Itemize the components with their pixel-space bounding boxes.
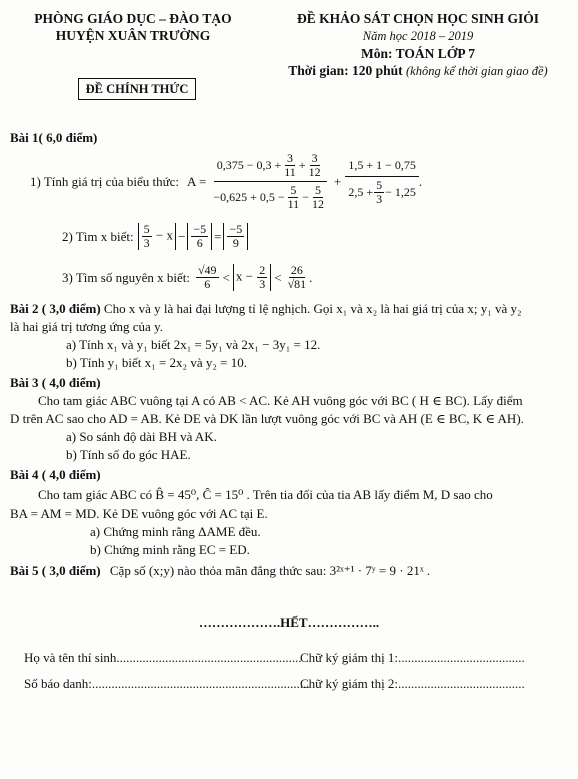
bai5-text: Cặp số (x;y) nào thỏa mãn đẳng thức sau: 3²ˣ⁺¹ · 7ʸ = 9 · 21ˣ .	[109, 563, 431, 578]
q1-label: 1) Tính giá trị của biểu thức:	[30, 173, 180, 189]
q2-equals: =	[214, 228, 222, 244]
bai2-intro	[10, 300, 570, 317]
bai4-intro-2: BA = AM = MD. Kẻ DE vuông góc với AC tại E.	[10, 506, 268, 521]
q1-num2: 1,5 + 1 − 0,75	[348, 157, 416, 172]
q2-minus: −	[177, 228, 186, 244]
bai5	[10, 562, 430, 579]
frac-den: √81	[287, 276, 307, 291]
frac-num: 26	[290, 262, 303, 277]
frac-den: 3	[376, 191, 383, 206]
q2-abs-2	[187, 223, 212, 250]
bai4-intro: Cho tam giác ABC có B̂ = 45⁰, Ĉ = 15⁰ . Trên tia đối của tia AB lấy điểm M, D sao cho	[38, 487, 493, 502]
frac-den: 6	[196, 235, 203, 250]
q1-lhs: A =	[187, 173, 207, 189]
time-limit: Thời gian: 120 phút	[288, 63, 403, 78]
q3-label: 3) Tìm số nguyên x biết:	[62, 269, 190, 285]
bai1-heading: Bài 1( 6,0 điểm)	[10, 130, 98, 145]
frac-num: 5	[376, 177, 383, 192]
frac-den: 3	[143, 235, 150, 250]
q3-lt-1: <	[222, 269, 230, 285]
bai2-intro-text: Cho x và y là hai đại lượng tỉ lệ nghịch. Gọi x₁ và x₂ là hai giá trị của x; y₁ và y₂	[103, 301, 522, 316]
subject: Môn: TOÁN LỚP 7	[361, 46, 475, 61]
bai2-heading: Bài 2	[10, 301, 39, 316]
q1-num-b: +	[298, 157, 306, 172]
district-name: HUYỆN XUÂN TRƯỜNG	[55, 28, 211, 43]
frac-den: 11	[284, 164, 296, 179]
frac-num: 5	[143, 221, 150, 236]
q1-plus: +	[333, 173, 342, 189]
supervisor-2-signature-line: Chữ ký giám thị 2:.......................................	[300, 676, 525, 691]
frac-den: 6	[204, 276, 211, 291]
frac-den: 3	[259, 276, 266, 291]
bai2-points: ( 3,0 điểm)	[41, 301, 101, 316]
bai3-part-a: a) So sánh độ dài BH và AK.	[66, 429, 217, 444]
school-year: Năm học 2018 – 2019	[362, 29, 474, 43]
q1-den-a: −0,625 + 0,5 −	[213, 189, 285, 204]
bai4-part-b: b) Chứng minh rằng EC = ED.	[90, 542, 250, 557]
frac-num: √49	[197, 262, 217, 277]
q3-abs-a: x −	[235, 267, 253, 283]
bai1-q1	[30, 150, 570, 212]
q1-den2-b: − 1,25	[385, 184, 416, 199]
q1-end: .	[418, 173, 423, 189]
exam-title: ĐỀ KHẢO SÁT CHỌN HỌC SINH GIỎI	[296, 11, 540, 26]
end-mark: ……………….HẾT……………..	[198, 615, 380, 630]
frac-num: 5	[314, 182, 321, 197]
q2-abs-rest: − x	[155, 226, 173, 242]
bai3-intro: Cho tam giác ABC vuông tại A có AB < AC. Kẻ AH vuông góc với BC ( H ∈ BC). Lấy điểm	[38, 393, 523, 408]
q1-num-a: 0,375 − 0,3 +	[216, 157, 282, 172]
q1-fraction-2	[345, 157, 419, 206]
q2-abs-3	[223, 223, 248, 250]
bai5-heading: Bài 5 ( 3,0 điểm)	[10, 563, 101, 578]
bai4-heading: Bài 4 ( 4,0 điểm)	[10, 467, 101, 482]
q3-lt-2: <	[274, 269, 282, 285]
q2-abs-1	[138, 223, 176, 250]
q1-den-b: −	[302, 189, 309, 204]
frac-num: −5	[193, 221, 207, 236]
frac-num: 3	[287, 150, 294, 165]
bai3-heading: Bài 3 ( 4,0 điểm)	[10, 375, 101, 390]
bai1-q3	[62, 258, 312, 296]
q1-den2-a: 2,5 +	[348, 184, 374, 199]
exam-header	[268, 10, 568, 80]
q3-end: .	[309, 269, 313, 285]
department-header	[18, 10, 248, 44]
supervisor-1-signature-line: Chữ ký giám thị 1:.......................................	[300, 650, 525, 665]
bai2-part-b: b) Tính y₁ biết x₁ = 2x₂ và y₂ = 10.	[66, 355, 247, 370]
frac-den: 11	[287, 196, 300, 211]
candidate-name-line: Họ và tên thí sinh.........................................................	[24, 650, 302, 665]
frac-num: 3	[311, 150, 318, 165]
frac-den: 12	[311, 196, 324, 211]
frac-den: 12	[308, 164, 321, 179]
department-name: PHÒNG GIÁO DỤC – ĐÀO TẠO	[34, 11, 232, 26]
frac-num: −5	[229, 221, 243, 236]
candidate-number-line: Số báo danh:...................................................................	[24, 676, 310, 691]
official-exam-stamp: ĐỀ CHÍNH THỨC	[78, 78, 196, 100]
bai2-intro-2: là hai giá trị tương ứng của y.	[10, 319, 163, 334]
bai1-q2	[62, 216, 248, 256]
bai4-part-a: a) Chứng minh rằng ΔAME đều.	[90, 524, 261, 539]
frac-num: 5	[290, 182, 297, 197]
bai3-part-b: b) Tính số đo góc HAE.	[66, 447, 191, 462]
q1-fraction-1	[210, 152, 330, 211]
q2-label: 2) Tìm x biết:	[62, 228, 134, 244]
frac-den: 9	[232, 235, 239, 250]
time-note: (không kể thời gian giao đề)	[406, 64, 548, 78]
bai2-part-a: a) Tính x₁ và y₁ biết 2x₁ = 5y₁ và 2x₁ − 3y₁ = 12.	[66, 337, 321, 352]
frac-num: 2	[259, 262, 266, 277]
q3-abs	[233, 264, 271, 291]
bai3-intro-2: D trên AC sao cho AD = AB. Kẻ DE và DK lần lượt vuông góc với BC và AH (E ∈ BC, K ∈ AH).	[10, 411, 524, 426]
